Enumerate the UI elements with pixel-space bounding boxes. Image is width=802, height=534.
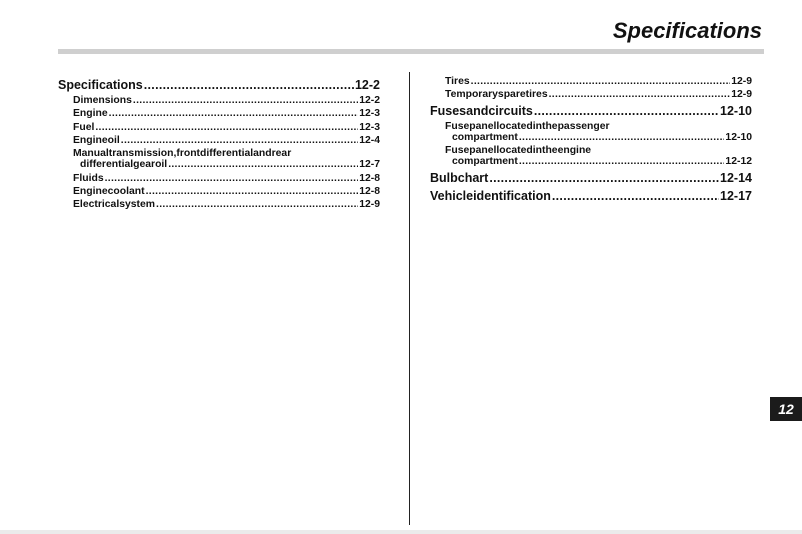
toc-right-column <box>430 75 752 205</box>
toc-left-column <box>58 77 380 212</box>
toc-entry-label: Vehicleidentification <box>430 188 551 203</box>
toc-entry-page: 12-9 <box>731 89 752 101</box>
leader-dots <box>156 198 358 211</box>
toc-entry-page: 12-2 <box>359 95 380 106</box>
toc-entry-continuation <box>73 159 380 172</box>
toc-entry-page: 12-14 <box>720 170 752 185</box>
toc-entry-label: Electricalsystem <box>73 199 156 211</box>
toc-entry-page: 12-3 <box>359 121 380 133</box>
leader-dots <box>519 132 725 145</box>
leader-dots <box>519 156 725 169</box>
toc-entry-page: 12-12 <box>725 156 752 168</box>
toc-entry[interactable] <box>58 94 380 107</box>
toc-entry-page: 12-3 <box>359 108 380 120</box>
toc-entry-page: 12-9 <box>359 199 380 211</box>
toc-entry-page: 12-8 <box>359 185 380 197</box>
leader-dots <box>95 121 358 134</box>
toc-entry-label-line1: Fusepanellocatedinthepassenger <box>445 120 610 132</box>
toc-entry-continuation <box>445 156 752 169</box>
chapter-title: Specifications <box>612 18 762 43</box>
toc-entry[interactable] <box>58 198 380 211</box>
leader-dots <box>133 94 358 107</box>
leader-dots <box>471 75 731 88</box>
toc-entry[interactable] <box>58 185 380 198</box>
toc-entry[interactable] <box>430 187 752 205</box>
toc-entry-continuation <box>445 132 752 145</box>
toc-entry[interactable] <box>430 102 752 120</box>
title-rule <box>58 49 764 54</box>
leader-dots <box>105 172 359 185</box>
leader-dots <box>552 187 719 205</box>
column-divider <box>409 72 410 525</box>
toc-entry-page: 12-2 <box>354 78 380 92</box>
toc-entry[interactable] <box>58 121 380 134</box>
toc-entry-label: Tires <box>445 76 470 87</box>
toc-entry-label: compartment <box>452 156 518 168</box>
toc-entry[interactable] <box>58 107 380 120</box>
toc-entry-label: Enginecoolant <box>73 185 145 197</box>
leader-dots <box>109 107 359 120</box>
toc-entry-label: Fusesandcircuits <box>430 103 533 118</box>
toc-entry-label: Bulbchart <box>430 170 489 185</box>
toc-entry-page: 12-10 <box>720 103 752 118</box>
toc-entry-label-line1: Fusepanellocatedintheengine <box>445 145 592 157</box>
toc-entry-multiline[interactable] <box>430 121 752 145</box>
toc-entry-multiline[interactable] <box>58 148 380 172</box>
toc-entry-multiline[interactable] <box>430 145 752 169</box>
toc-entry-label: compartment <box>452 131 518 143</box>
toc-entry-page: 12-17 <box>720 188 752 203</box>
leader-dots <box>549 88 731 101</box>
toc-entry[interactable] <box>58 172 380 185</box>
toc-entry-label: Engineoil <box>73 134 120 146</box>
toc-entry-label: Fluids <box>73 172 104 184</box>
toc-entry[interactable] <box>430 75 752 88</box>
toc-entry-label: differentialgearoil <box>80 159 168 171</box>
leader-dots <box>489 169 719 187</box>
toc-entry[interactable] <box>430 88 752 101</box>
bottom-rule <box>0 530 802 534</box>
toc-entry-page: 12-10 <box>725 131 752 143</box>
toc-entry[interactable] <box>58 77 380 94</box>
toc-entry-page: 12-9 <box>731 76 752 87</box>
leader-dots <box>168 159 358 172</box>
toc-entry-page: 12-4 <box>359 134 380 146</box>
toc-entry-label: Engine <box>73 108 108 120</box>
toc-entry-label: Dimensions <box>73 95 132 106</box>
toc-entry-label: Temporarysparetires <box>445 89 548 101</box>
toc-entry-label: Fuel <box>73 121 95 133</box>
toc-entry-page: 12-7 <box>359 159 380 171</box>
leader-dots <box>534 102 719 120</box>
chapter-tab: 12 <box>770 397 802 421</box>
toc-entry[interactable] <box>58 134 380 147</box>
toc-entry-page: 12-8 <box>359 172 380 184</box>
toc-entry[interactable] <box>430 169 752 187</box>
leader-dots <box>121 134 358 147</box>
leader-dots <box>144 77 354 94</box>
toc-entry-label: Specifications <box>58 78 143 92</box>
leader-dots <box>146 185 359 198</box>
toc-entry-label-line1: Manualtransmission,frontdifferentialandrear <box>73 148 292 160</box>
